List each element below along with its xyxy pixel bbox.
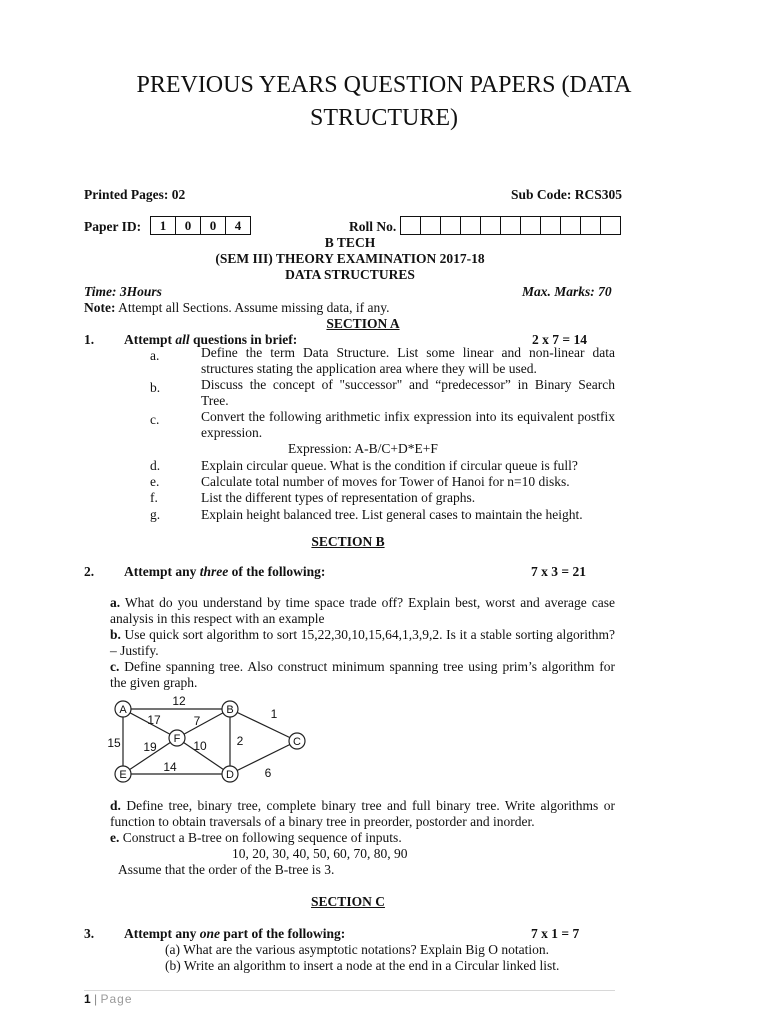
section-b-heading: SECTION B: [311, 534, 385, 549]
weight-f-e: 19: [143, 740, 157, 754]
q2-post: of the following:: [228, 564, 326, 579]
q2b-label: b.: [110, 627, 121, 642]
q2a-label: a.: [110, 595, 121, 610]
paper-id-digit: 0: [176, 217, 201, 234]
node-label-f: F: [173, 733, 181, 745]
q2b-body: Use quick sort algorithm to sort 15,22,30,10,15,64,1,3,9,2. Is it a stable sorting algorithm? – Justify.: [110, 627, 615, 658]
q2c-label: c.: [110, 659, 120, 674]
q3-em: one: [199, 926, 220, 941]
q1g-text: Explain height balanced tree. List general cases to maintain the height.: [201, 507, 583, 522]
q2-em: three: [199, 564, 229, 579]
q2b-text: [110, 627, 615, 659]
q3-post: part of the following:: [220, 926, 346, 941]
paper-id-digit: 4: [234, 218, 242, 233]
q1-pre: Attempt: [124, 332, 176, 347]
q1-marks: 2 x 7 = 14: [532, 332, 587, 347]
q1b-label: b.: [150, 380, 161, 395]
q3-pre: Attempt any: [124, 926, 200, 941]
q1c-expression: Expression: A-B/C+D*E+F: [288, 441, 438, 456]
node-label-c: C: [293, 736, 301, 748]
q3-marks: 7 x 1 = 7: [531, 926, 580, 941]
section-a-heading: SECTION A: [326, 316, 400, 331]
weight-b-c: 1: [270, 707, 278, 721]
footer-divider: [84, 990, 615, 991]
weight-a-b: 12: [172, 694, 186, 708]
q1f-label: f.: [150, 490, 158, 505]
page-word: Page: [100, 992, 133, 1006]
q1d-text: Explain circular queue. What is the condition if circular queue is full?: [201, 458, 578, 473]
paper-id-boxes: [150, 216, 251, 235]
paper-id-digit: 0: [201, 217, 226, 234]
section-c-heading: SECTION C: [311, 894, 385, 909]
q1a-text: Define the term Data Structure. List some linear and non-linear data structures stating the application area where they will be used.: [201, 345, 615, 376]
time: Time: 3Hours: [84, 284, 162, 299]
weight-d-c: 6: [264, 766, 272, 780]
sub-code: Sub Code: RCS305: [511, 187, 623, 202]
paper-id-label: Paper ID:: [84, 219, 142, 234]
weight-f-d: 10: [193, 739, 207, 753]
exam-title: (SEM III) THEORY EXAMINATION 2017-18: [215, 251, 485, 266]
weight-b-d: 2: [236, 734, 244, 748]
page-number: 1: [84, 992, 91, 1006]
q2a-text: [110, 595, 615, 627]
q1b-text: Discuss the concept of "successor" and “predecessor” in Binary Search Tree.: [201, 377, 615, 408]
footer-separator: |: [94, 992, 98, 1006]
weight-b-f: 7: [193, 714, 201, 728]
q1c-text: Convert the following arithmetic infix expression into its equivalent postfix expression.: [201, 409, 615, 440]
q3-instruction: [124, 926, 345, 942]
q1f-text: List the different types of representation of graphs.: [201, 490, 476, 505]
weight-e-d: 14: [163, 760, 177, 774]
q2e-label: e.: [110, 830, 120, 845]
q2-number: 2.: [84, 564, 95, 579]
q2e-body: Construct a B-tree on following sequence of inputs.: [119, 830, 402, 845]
q2-marks: 7 x 3 = 21: [531, 564, 586, 579]
note-text: Attempt all Sections. Assume missing data, if any.: [115, 300, 390, 315]
node-label-b: B: [226, 704, 234, 716]
q1c-label: c.: [150, 412, 160, 427]
spanning-tree-graph: [100, 692, 320, 788]
q1a-label: a.: [150, 348, 160, 363]
q3b-text: (b) Write an algorithm to insert a node at the end in a Circular linked list.: [165, 958, 560, 973]
q3a-text: (a) What are the various asymptotic notations? Explain Big O notation.: [165, 942, 550, 957]
page-footer: [84, 992, 133, 1006]
q3-number: 3.: [84, 926, 95, 941]
q2e-text: [110, 830, 402, 846]
node-label-e: E: [119, 769, 127, 781]
note-label: Note:: [84, 300, 116, 315]
q1-post: questions in brief:: [189, 332, 298, 347]
paper-id-digit: 1: [151, 217, 176, 234]
q1e-text: Calculate total number of moves for Tower of Hanoi for n=10 disks.: [201, 474, 570, 489]
node-label-d: D: [226, 769, 234, 781]
roll-no-boxes: [400, 216, 621, 235]
q2d-text: [110, 798, 615, 830]
subject: DATA STRUCTURES: [285, 267, 415, 282]
q2-pre: Attempt any: [124, 564, 200, 579]
q2c-text: [110, 659, 615, 691]
q2a-body: What do you understand by time space trade off? Explain best, worst and average case analysis in this respect with an example: [110, 595, 615, 626]
max-marks: Max. Marks: 70: [522, 284, 612, 299]
page-title: PREVIOUS YEARS QUESTION PAPERS (DATA STRUCTURE): [136, 72, 632, 131]
q2e-assumption: Assume that the order of the B-tree is 3.: [118, 862, 335, 877]
edge-b-f: [177, 709, 230, 738]
weight-a-f: 17: [147, 713, 161, 727]
q1-em: all: [175, 332, 190, 347]
q2d-body: Define tree, binary tree, complete binary tree and full binary tree. Write algorithms or function to obtain traversals of a binary tree in preorder, postorder and inorder.: [110, 798, 615, 829]
q2d-label: d.: [110, 798, 121, 813]
node-label-a: A: [119, 704, 127, 716]
course: B TECH: [324, 235, 376, 250]
q1g-label: g.: [150, 507, 161, 522]
q2e-sequence: 10, 20, 30, 40, 50, 60, 70, 80, 90: [232, 846, 408, 861]
note: [84, 300, 389, 316]
weight-a-e: 15: [107, 736, 121, 750]
printed-pages: Printed Pages: 02: [84, 187, 186, 202]
q1-number: 1.: [84, 332, 95, 347]
q1d-label: d.: [150, 458, 161, 473]
roll-no-label: Roll No.: [349, 219, 397, 234]
q2c-body: Define spanning tree. Also construct minimum spanning tree using prim’s algorithm for the given graph.: [110, 659, 615, 690]
q1e-label: e.: [150, 474, 160, 489]
q2-instruction: [124, 564, 325, 580]
